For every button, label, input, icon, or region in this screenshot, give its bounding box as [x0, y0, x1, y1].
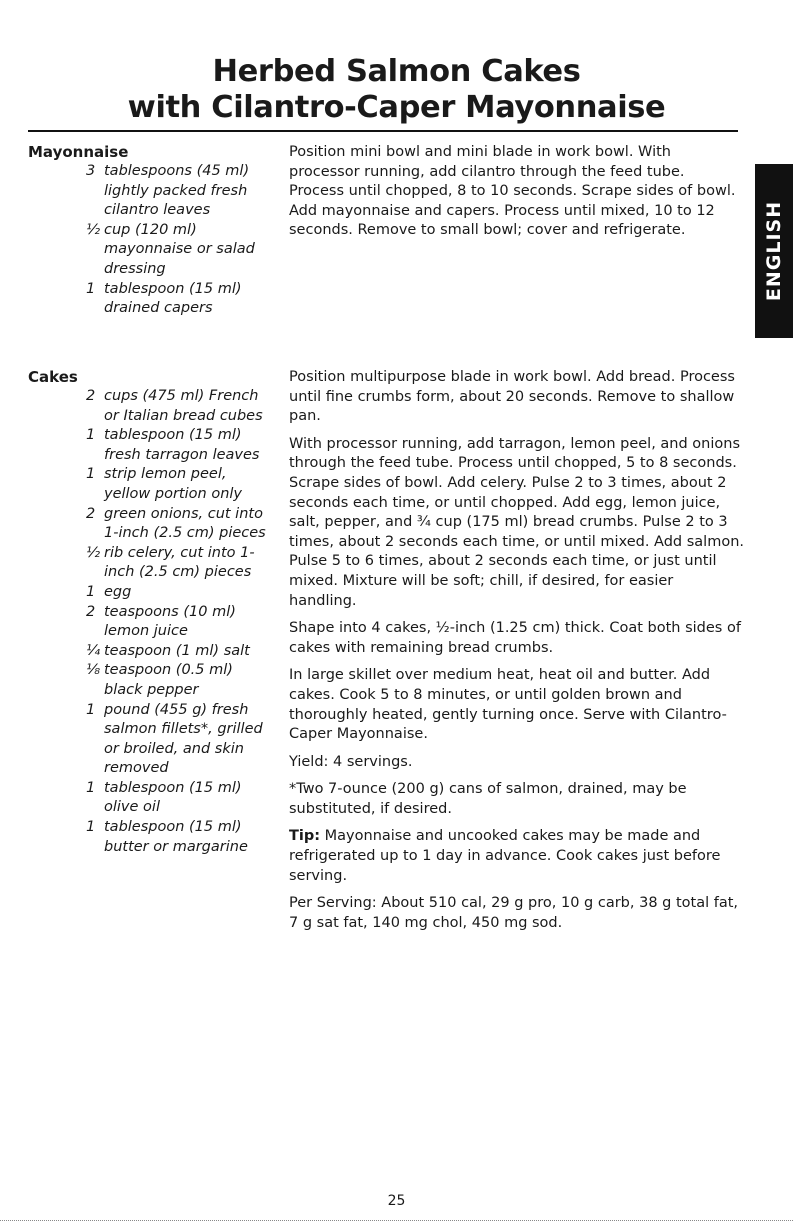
instruction-paragraph: With processor running, add tarragon, lemon peel, and onions through the feed tube. Process until chopped, 5 to 8 seconds. Scrape sides of bowl. Add celery. Pulse 2 to 3 times, about 2 seconds each time, or until chopped. Add egg, lemon juice, salt, pepper, and ¾ cup (175 ml) bread crumbs. Pulse 2 to 3 times, about 2 seconds each time, or until mixed. Add salmon. Pulse 5 to 6 times, about 2 seconds each time, or just until mixed. Mixture will be soft; chill, if desired, for easier handling.	[289, 435, 744, 609]
footnote-text: *Two 7-ounce (200 g) cans of salmon, drained, may be substituted, if desired.	[289, 781, 687, 817]
tip-label: Tip:	[289, 828, 321, 845]
ingredient-quantity: ¼	[86, 642, 101, 659]
ingredient-item	[28, 818, 273, 857]
instruction-paragraph: Position multipurpose blade in work bowl. Add bread. Process until fine crumbs form, about 20 seconds. Remove to shallow pan.	[289, 369, 735, 425]
ingredient-text: teaspoon (0.5 ml) black pepper	[104, 662, 233, 698]
ingredient-item	[28, 779, 273, 818]
page-edge-divider	[0, 1220, 793, 1221]
ingredient-text: tablespoon (15 ml) drained capers	[104, 280, 242, 317]
ingredient-item	[28, 583, 273, 603]
ingredient-item	[28, 701, 273, 779]
ingredient-item	[28, 387, 273, 426]
language-tab	[755, 164, 793, 338]
ingredient-quantity: ⅛	[86, 662, 101, 679]
ingredient-quantity: 1	[86, 779, 96, 796]
ingredient-text: pound (455 g) fresh salmon fillets*, grilled or broiled, and skin removed	[104, 701, 263, 777]
ingredient-quantity: 1	[86, 427, 96, 444]
cakes-instructions	[289, 368, 744, 941]
ingredient-quantity: 1	[86, 466, 96, 483]
ingredient-quantity: ½	[86, 221, 101, 238]
nutrition-info: Per Serving: About 510 cal, 29 g pro, 10 g carb, 38 g total fat, 7 g sat fat, 140 mg chol, 450 mg sod.	[289, 895, 739, 931]
instruction-paragraph: Shape into 4 cakes, ½-inch (1.25 cm) thick. Coat both sides of cakes with remaining bread crumbs.	[289, 620, 741, 656]
tip-text: Mayonnaise and uncooked cakes may be made and refrigerated up to 1 day in advance. Cook cakes just before serving.	[289, 828, 721, 884]
ingredient-text: green onions, cut into 1-inch (2.5 cm) pieces	[104, 505, 266, 542]
ingredient-item	[28, 426, 273, 465]
instruction-paragraph: In large skillet over medium heat, heat oil and butter. Add cakes. Cook 5 to 8 minutes, or until golden brown and thoroughly heated, gently turning once. Serve with Cilantro-Caper Mayonnaise.	[289, 667, 727, 743]
ingredient-text: rib celery, cut into 1-inch (2.5 cm) pieces	[104, 544, 255, 581]
yield-text: Yield: 4 servings.	[289, 753, 413, 770]
recipe-title-line-2: with Cilantro-Caper Mayonnaise	[127, 90, 666, 125]
cakes-ingredient-list	[28, 387, 273, 857]
ingredient-quantity: 2	[86, 388, 96, 404]
ingredient-item	[28, 505, 273, 544]
ingredient-quantity: ½	[86, 544, 101, 561]
mayonnaise-heading: Mayonnaise	[28, 143, 129, 161]
ingredient-item	[28, 280, 273, 319]
page-number: 25	[387, 1193, 406, 1209]
ingredient-text: teaspoon (1 ml) salt	[104, 642, 250, 659]
ingredient-text: tablespoons (45 ml) lightly packed fresh cilantro leaves	[104, 163, 250, 219]
cakes-heading: Cakes	[28, 368, 78, 386]
ingredient-text: cup (120 ml) mayonnaise or salad dressing	[104, 221, 255, 277]
ingredient-text: cups (475 ml) French or Italian bread cubes	[104, 388, 263, 424]
instruction-paragraph: Position mini bowl and mini blade in work bowl. With processor running, add cilantro through the feed tube. Process until chopped, 8 to 10 seconds. Scrape sides of bowl. Add mayonnaise and capers. Process until mixed, 10 to 12 seconds. Remove to small bowl; cover and refrigerate.	[289, 144, 736, 239]
tip-paragraph	[289, 827, 744, 886]
ingredient-quantity: 1	[86, 701, 96, 718]
recipe-title	[0, 54, 793, 126]
ingredient-quantity: 1	[86, 280, 96, 297]
ingredient-text: tablespoon (15 ml) butter or margarine	[104, 819, 248, 855]
mayonnaise-ingredient-list	[28, 162, 273, 319]
language-tab-label: ENGLISH	[763, 200, 785, 302]
ingredient-text: egg	[104, 583, 132, 600]
ingredient-item	[28, 544, 273, 583]
ingredient-item	[28, 642, 273, 662]
ingredient-quantity: 3	[86, 163, 96, 179]
ingredient-text: teaspoons (10 ml) lemon juice	[104, 603, 236, 640]
ingredient-item	[28, 162, 273, 221]
ingredient-quantity: 2	[86, 505, 96, 522]
ingredient-item	[28, 603, 273, 642]
recipe-title-line-1: Herbed Salmon Cakes	[212, 54, 581, 89]
ingredient-quantity: 2	[86, 603, 96, 620]
ingredient-item	[28, 221, 273, 280]
title-rule	[28, 130, 738, 132]
ingredient-item	[28, 465, 273, 504]
ingredient-text: tablespoon (15 ml) olive oil	[104, 779, 242, 816]
ingredient-quantity: 1	[86, 819, 96, 836]
ingredient-text: tablespoon (15 ml) fresh tarragon leaves	[104, 427, 260, 463]
ingredient-item	[28, 661, 273, 700]
mayonnaise-instructions	[289, 143, 744, 249]
ingredient-quantity: 1	[86, 583, 96, 600]
ingredient-text: strip lemon peel, yellow portion only	[104, 466, 242, 502]
